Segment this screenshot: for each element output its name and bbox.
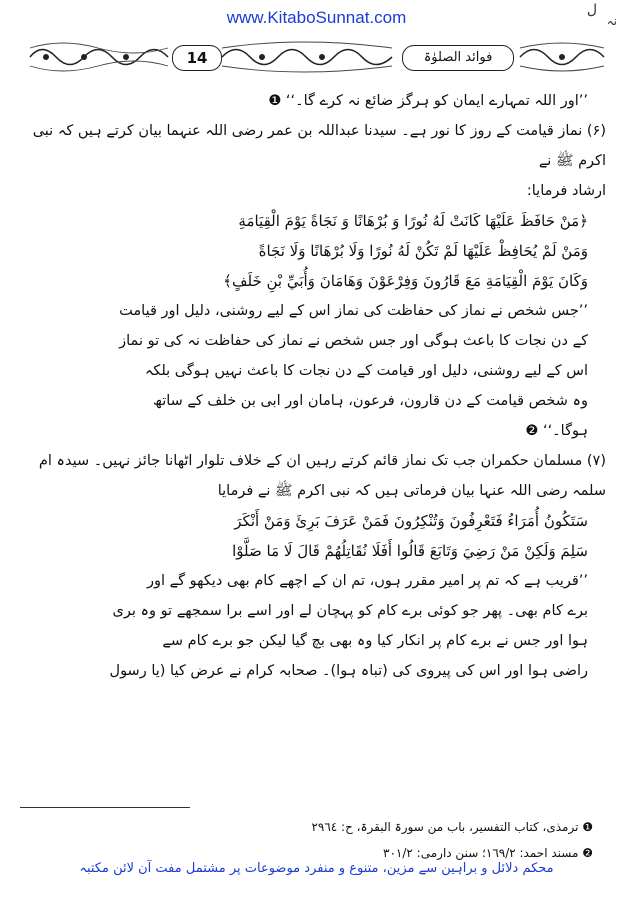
ornamental-header (22, 36, 612, 78)
arabic-hadith-line: سَلِمَ وَلَكِنْ مَنْ رَضِيَ وَتَابَعَ قَالُوا أَفَلَا نُقَاتِلُهُمْ قَالَ لَا مَا صَلَّوْا (232, 542, 588, 560)
arabic-hadith-line: وَمَنْ لَمْ يُحَافِظْ عَلَيْهَا لَمْ تَكُنْ لَهُ نُورًا وَلَا بُرْهَانًا وَلَا نَجَاةً (258, 242, 588, 260)
paragraph-line: سلمہ رضی اللہ عنہا بیان فرماتی ہیں کہ نبی اکرم ﷺ نے فرمایا (217, 483, 606, 499)
page-body (28, 86, 606, 686)
corner-mark: ل (586, 2, 597, 18)
arabic-hadith-line: ﴿مَنْ حَافَظَ عَلَيْهَا كَانَتْ لَهُ نُورًا وَ بُرْهَانًا وَ نَجَاةً يَوْمَ الْقِيَامَةِ (238, 212, 588, 230)
paragraph-line: ارشاد فرمایا: (526, 183, 606, 199)
translation-line: ہوا اور جس نے برے کام پر انکار کیا وہ بھی بچ گیا لیکن جو برے کام سے (162, 633, 588, 649)
ornament-border-icon (22, 36, 612, 78)
translation-line: کے دن نجات کا باعث ہوگی اور جس شخص نے نماز کی حفاظت نہ کی تو نماز (119, 333, 588, 349)
footnote-2: ❷ مسند احمد: ۱٦۹/۲؛ سنن دارمی: ۳۰۱/۲ (383, 846, 593, 860)
translation-line: اس کے لیے روشنی، دلیل اور قیامت کے دن نجات کا باعث نہیں ہوگی بلکہ (144, 363, 588, 379)
translation-line: راضی ہوا اور اس کی پیروی کی (تباہ ہوا)۔ صحابہ کرام نے عرض کیا (یا رسول (109, 663, 588, 679)
site-url[interactable]: www.KitaboSunnat.com (226, 8, 407, 27)
arabic-hadith-line: سَتَكُونُ أُمَرَاءُ فَتَعْرِفُونَ وَتُنْكِرُونَ فَمَنْ عَرَفَ بَرِئَ وَمَنْ أَنْكَرَ (234, 512, 588, 530)
library-banner[interactable]: محکم دلائل و براہین سے مزین، متنوع و منفرد موضوعات پر مشتمل مفت آن لائن مکتبہ (79, 861, 554, 876)
corner-mark-small: نہ (606, 14, 617, 28)
translation-line: ہوگا۔‘‘ ❷ (525, 423, 588, 439)
footnotes (33, 814, 593, 866)
paragraph-line: (۷) مسلمان حکمران جب تک نماز قائم کرتے رہیں ان کے خلاف تلوار اٹھانا جائز نہیں۔ سیدہ ام (38, 453, 606, 469)
translation-line: وہ شخص قیامت کے دن قارون، فرعون، ہامان اور ابی بن خلف کے ساتھ (153, 393, 588, 409)
paragraph-line: (۶) نماز قیامت کے روز کا نور ہے۔ سیدنا عبداللہ بن عمر رضی اللہ عنہما بیان کرتے ہیں کہ نبی اکرم ﷺ نے (32, 123, 606, 169)
running-head-title: فوائد الصلوٰۃ (402, 45, 514, 71)
page-number: 14 (172, 45, 222, 71)
translation-line: ’’جس شخص نے نماز کی حفاظت کی نماز اس کے لیے روشنی، دلیل اور قیامت (119, 303, 588, 319)
arabic-hadith-line: وَكَانَ يَوْمَ الْقِيَامَةِ مَعَ قَارُونَ وَفِرْعَوْنَ وَهَامَانَ وَأُبَيِّ بْنِ خَلَفٍ﴾ (223, 272, 588, 290)
translation-line: ’’قریب ہے کہ تم پر امیر مقرر ہوں، تم ان کے اچھے کام بھی دیکھو گے اور (146, 573, 588, 589)
footnote-divider (20, 807, 190, 808)
footnote-1: ❶ ترمذی، کتاب التفسیر، باب من سورۃ البقرۃ، ح: ۲۹٦٤ (311, 820, 593, 834)
translation-line: برے کام بھی۔ پھر جو کوئی برے کام کو پہچان لے اور اسے برا سمجھے تو وہ بری (112, 603, 588, 619)
quote-line: ’’اور اللہ تمہارے ایمان کو ہرگز ضائع نہ کرے گا۔‘‘ ❶ (268, 93, 588, 109)
